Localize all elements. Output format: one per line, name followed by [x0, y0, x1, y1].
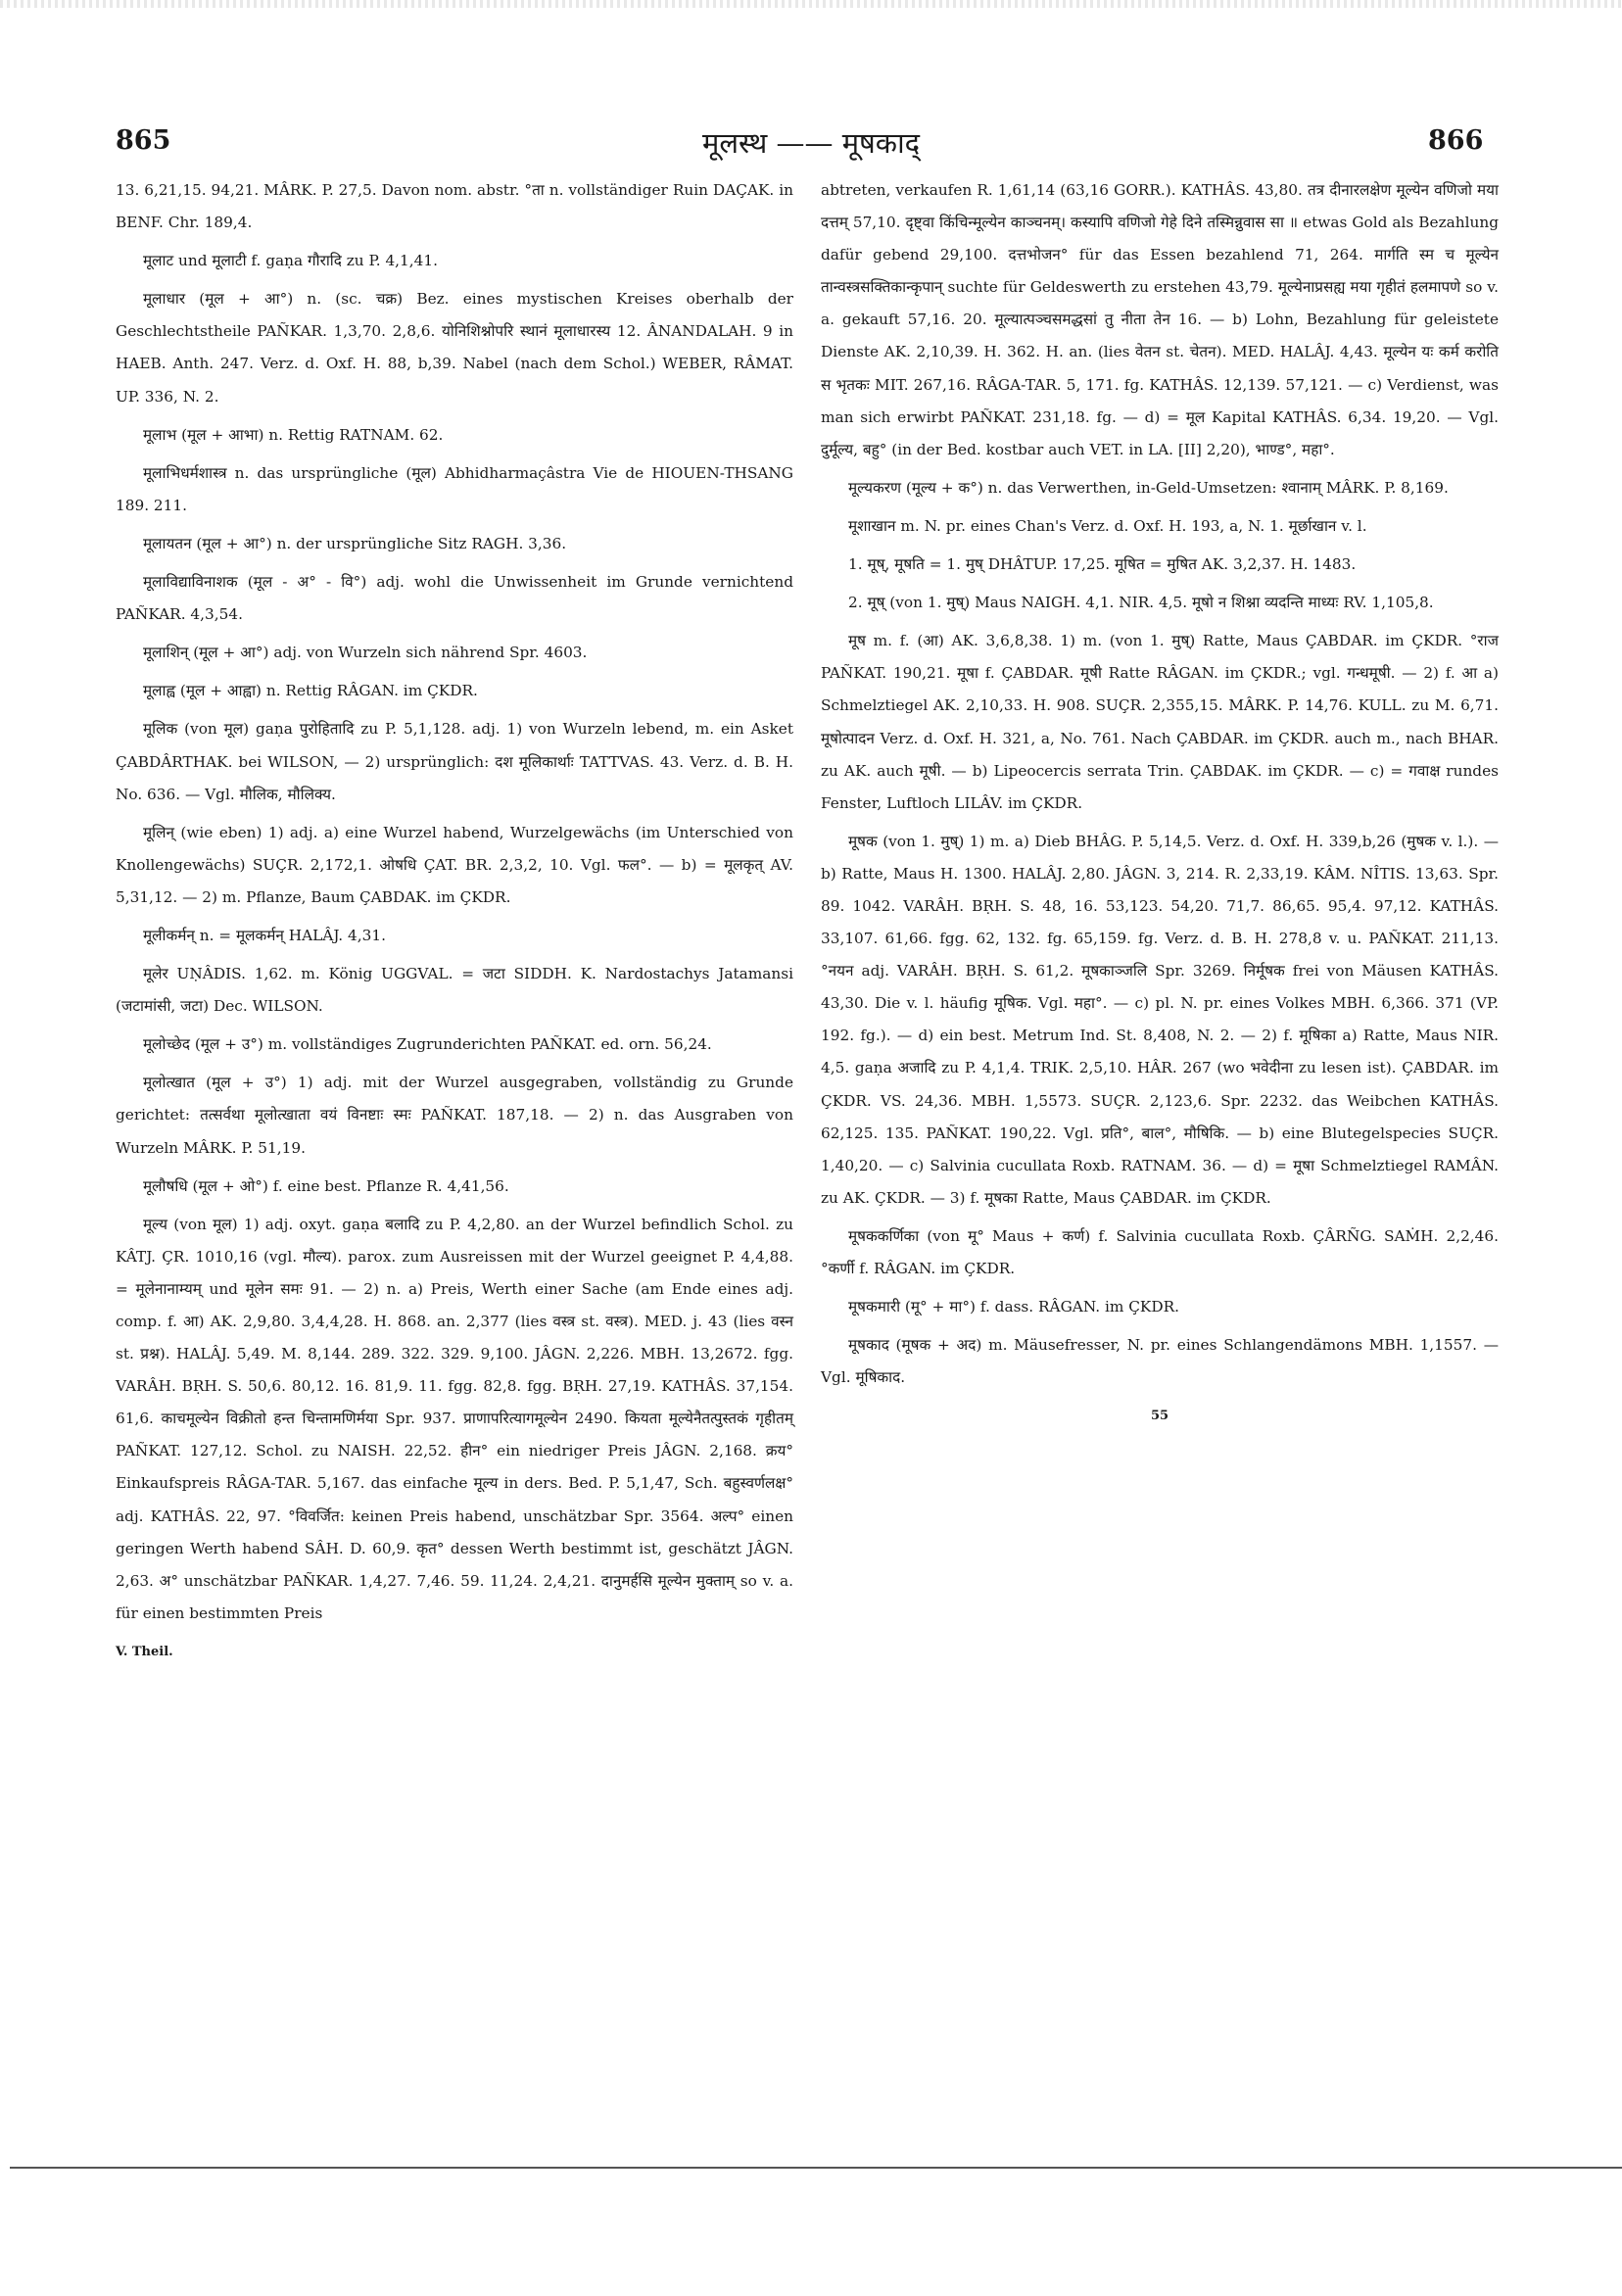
dictionary-entry: मूशाखान m. N. pr. eines Chan's Verz. d. Oxf. H. 193, a, N. 1. मूर्छाखान v. l.: [848, 516, 1367, 535]
dictionary-entry: मूलौषधि (मूल + ओ°) f. eine best. Pflanze R. 4,41,56.: [143, 1176, 509, 1195]
right-page-number: 866: [1428, 125, 1484, 156]
dictionary-entry: मूलिन् (wie eben) 1) adj. a) eine Wurzel habend, Wurzelgewächs (im Unterschied von Knollengewächs) SUÇR. 2,172,1. ओषधि ÇAT. BR. 2,3,2, 10. Vgl. फल°. — b) = मूलकृत् AV. 5,31,12. — 2) m. Pflanze, Baum ÇABDAK. im ÇKDR.: [116, 823, 793, 906]
dictionary-entry: abtreten, verkaufen R. 1,61,14 (63,16 GORR.). KATHÂS. 43,80. तत्र दीनारलक्षेण मूल्येन वणिजो मया दत्तम् 57,10. दृष्ट्वा किंचिन्मूल्येन काञ्चनम्। कस्यापि वणिजो गेहे दिने तस्मिन्नुवास सा ॥ etwas Gold als Bezahlung dafür gebend 29,100. दत्तभोजन° für das Essen bezahlend 71, 264. मार्गति स्म च मूल्येन तान्वस्त्रसक्तिकान्कृपान् suchte für Geldeswerth zu erstehen 43,79. मूल्येनाप्रसह्य मया गृहीतं हलमापणे so v. a. gekauft 57,16. 20. मूल्यात्पञ्चसमद्धसां तु नीता तेन 16. — b) Lohn, Bezahlung für geleistete Dienste AK. 2,10,39. H. 362. H. an. (lies वेतन st. चेतन). MED. HALÂJ. 4,43. मूल्येन यः कर्म करोति स भृतकः MIT. 267,16. RÂGA-TAR. 5, 171. fg. KATHÂS. 12,139. 57,121. — c) Verdienst, was man sich erwirbt PAÑKAT. 231,18. fg. — d) = मूल Kapital KATHÂS. 6,34. 19,20. — Vgl. दुर्मूल्य, बहु° (in der Bed. kostbar auch VET. in LA. [II] 2,20), भाण्ड°, महा°.: [821, 181, 1499, 458]
dictionary-entry: मूलोच्छेद (मूल + उ°) m. vollständiges Zugrunderichten PAÑKAT. ed. orn. 56,24.: [143, 1035, 712, 1054]
left-entries: [116, 174, 793, 1630]
dictionary-entry: मूलाट und मूलाटी f. gaṇa गौरादि zu P. 4,1,41.: [143, 252, 438, 270]
left-column: [116, 174, 793, 1668]
dictionary-entry: मूल्य (von मूल) 1) adj. oxyt. gaṇa बलादि zu P. 4,2,80. an der Wurzel befindlich Schol. zu KÂTJ. ÇR. 1010,16 (vgl. मौल्य). parox. zum Ausreissen mit der Wurzel geeignet P. 4,4,88. = मूलेनानाम्यम् und मूलेन समः 91. — 2) n. a) Preis, Werth einer Sache (am Ende eines adj. comp. f. आ) AK. 2,9,80. 3,4,4,28. H. 868. an. 2,377 (lies वस्त्र st. वस्त्र). MED. j. 43 (lies वस्न st. प्रश्न). HALÂJ. 5,49. M. 8,144. 289. 322. 329. 9,100. JÂGN. 2,226. MBH. 13,2672. fgg. VARÂH. BṚH. S. 50,6. 80,12. 16. 81,9. 11. fgg. 82,8. fgg. BṚH. 27,19. KATHÂS. 37,154. 61,6. काचमूल्येन विक्रीतो हन्त चिन्तामणिर्मया Spr. 937. प्राणापरित्यागमूल्येन 2490. कियता मूल्येनैतत्पुस्तकं गृहीतम् PAÑKAT. 127,12. Schol. zu NAISH. 22,52. हीन° ein niedriger Preis JÂGN. 2,168. क्रय° Einkaufspreis RÂGA-TAR. 5,167. das einfache मूल्य in ders. Bed. P. 5,1,47, Sch. बहुस्वर्णलक्ष° adj. KATHÂS. 22, 97. °विवर्जित: keinen Preis habend, unschätzbar Spr. 3564. अल्प° einen geringen Werth habend SÂH. D. 60,9. कृत° dessen Werth bestimmt ist, geschätzt JÂGN. 2,63. अ° unschätzbar PAÑKAR. 1,4,27. 7,46. 59. 11,24. 2,4,21. दानुमर्हसि मूल्येन मुक्ताम् so v. a. für einen bestimmten Preis: [116, 1215, 793, 1622]
dictionary-entry: मूलेर UṆÂDIS. 1,62. m. König UGGVAL. = जटा SIDDH. K. Nardostachys Jatamansi (जटामांसी, जटा) Dec. WILSON.: [116, 965, 793, 1016]
dictionary-entry: मूलोत्खात (मूल + उ°) 1) adj. mit der Wurzel ausgegraben, vollständig zu Grunde gerichtet: तत्सर्वथा मूलोत्खाता वयं विनष्टाः स्मः PAÑKAT. 187,18. — 2) n. das Ausgraben von Wurzeln MÂRK. P. 51,19.: [116, 1074, 793, 1157]
dictionary-entry: मूलीकर्मन् n. = मूलकर्मन् HALÂJ. 4,31.: [143, 926, 386, 944]
dictionary-entry: मूषक (von 1. मुष्) 1) m. a) Dieb BHÂG. P. 5,14,5. Verz. d. Oxf. H. 339,b,26 (मुषक v. l.). — b) Ratte, Maus H. 1300. HALÂJ. 2,80. JÂGN. 3, 214. R. 2,33,19. KÂM. NÎTIS. 13,63. Spr. 89. 1042. VARÂH. BṚH. S. 48, 16. 53,123. 54,20. 71,7. 86,65. 95,4. 97,12. KATHÂS. 33,107. 61,66. fgg. 62, 132. fg. 65,159. fg. Verz. d. B. H. 278,8 v. u. PAÑKAT. 211,13. °नयन adj. VARÂH. BṚH. S. 61,2. मूषकाञ्जलि Spr. 3269. निर्मूषक frei von Mäusen KATHÂS. 43,30. Die v. l. häufig मूषिक. Vgl. महा°. — c) pl. N. pr. eines Volkes MBH. 6,366. 371 (VP. 192. fg.). — d) ein best. Metrum Ind. St. 8,408, N. 2. — 2) f. मूषिका a) Ratte, Maus NIR. 4,5. gaṇa अजादि zu P. 4,1,4. TRIK. 2,5,10. HÂR. 267 (wo भवेदीना zu lesen ist). ÇABDAR. im ÇKDR. VS. 24,36. MBH. 1,5573. SUÇR. 2,123,6. Spr. 2232. das Weibchen KATHÂS. 62,125. 135. PAÑKAT. 190,22. Vgl. प्रति°, बाल°, मौषिकि. — b) eine Blutegelspecies SUÇR. 1,40,20. — c) Salvinia cucullata Roxb. RATNAM. 36. — d) = मूषा Schmelztiegel RAMÂN. zu AK. ÇKDR. — 3) f. मूषका Ratte, Maus ÇABDAR. im ÇKDR.: [821, 832, 1499, 1207]
dictionary-entry: मूषकाद (मूषक + अद) m. Mäusefresser, N. pr. eines Schlangendämons MBH. 1,1557. — Vgl. मूषिकाद.: [821, 1336, 1499, 1387]
scan-edge-noise: [0, 0, 1622, 8]
right-entries: [821, 174, 1499, 1394]
running-title: मूलस्थ —— मूषकाद्: [702, 126, 920, 160]
bottom-rule: [10, 2167, 1622, 2169]
dictionary-entry: मूषककर्णिका (von मू° Maus + कर्ण) f. Salvinia cucullata Roxb. ÇÂRÑG. SAṀH. 2,2,46. °कर्णी f. RÂGAN. im ÇKDR.: [821, 1226, 1499, 1277]
dictionary-entry: मूलाह्व (मूल + आह्वा) n. Rettig RÂGAN. im ÇKDR.: [143, 682, 478, 700]
dictionary-entry: मूषकमारी (मू° + मा°) f. dass. RÂGAN. im ÇKDR.: [848, 1298, 1179, 1316]
dictionary-entry: मूष m. f. (आ) AK. 3,6,8,38. 1) m. (von 1. मुष्) Ratte, Maus ÇABDAR. im ÇKDR. °राज PAÑKAT. 190,21. मूषा f. ÇABDAR. मूषी Ratte RÂGAN. im ÇKDR.; vgl. गन्धमूषी. — 2) f. आ a) Schmelztiegel AK. 2,10,33. H. 908. SUÇR. 2,355,15. MÂRK. P. 14,76. KULL. zu M. 6,71. मूषोत्पादन Verz. d. Oxf. H. 321, a, No. 761. Nach ÇABDAR. im ÇKDR. auch m., nach BHAR. zu AK. auch मूषी. — b) Lipeocercis serrata Trin. ÇABDAK. im ÇKDR. — c) = गवाक्ष rundes Fenster, Luftloch LILÂV. im ÇKDR.: [821, 632, 1499, 812]
dictionary-entry: मूलाधार (मूल + आ°) n. (sc. चक्र) Bez. eines mystischen Kreises oberhalb der Geschlechtstheile PAÑKAR. 1,3,70. 2,8,6. योनिशिश्नोपरि स्थानं मूलाधारस्य 12. ÂNANDALAH. 9 in HAEB. Anth. 247. Verz. d. Oxf. H. 88, b,39. Nabel (nach dem Schol.) WEBER, RÂMAT. UP. 336, N. 2.: [116, 290, 793, 406]
dictionary-entry: मूलाभिधर्मशास्त्र n. das ursprüngliche (मूल) Abhidharmaçâstra Vie de HIOUEN-THSANG 189. 211.: [116, 463, 793, 514]
dictionary-entry: 1. मूष्, मूषति = 1. मुष् DHÂTUP. 17,25. मूषित = मुषित AK. 3,2,37. H. 1483.: [848, 555, 1357, 574]
dictionary-entry: मूलाभ (मूल + आभा) n. Rettig RATNAM. 62.: [143, 425, 444, 444]
dictionary-entry: मूलिक (von मूल) gaṇa पुरोहितादि zu P. 5,1,128. adj. 1) von Wurzeln lebend, m. ein Asket ÇABDÂRTHAK. bei WILSON, — 2) ursprünglich: दश मूलिकार्थाः TATTVAS. 43. Verz. d. B. H. No. 636. — Vgl. मौलिक, मौलिक्य.: [116, 720, 793, 803]
signature-mark: 55: [1150, 1409, 1169, 1424]
right-column: [821, 174, 1499, 1432]
volume-footnote: V. Theil.: [116, 1644, 173, 1659]
left-page-number: 865: [116, 125, 171, 156]
dictionary-entry: 2. मूष् (von 1. मुष्) Maus NAIGH. 4,1. NIR. 4,5. मूषो न शिश्ना व्यदन्ति माध्यः RV. 1,105,8.: [848, 594, 1434, 612]
dictionary-entry: मूलाशिन् (मूल + आ°) adj. von Wurzeln sich nährend Spr. 4603.: [143, 644, 588, 662]
dictionary-entry: 13. 6,21,15. 94,21. MÂRK. P. 27,5. Davon nom. abstr. °ता n. vollständiger Ruin DAÇAK. in BENF. Chr. 189,4.: [116, 181, 793, 232]
dictionary-entry: मूल्यकरण (मूल्य + क°) n. das Verwerthen, in-Geld-Umsetzen: श्वानाम् MÂRK. P. 8,169.: [848, 478, 1449, 497]
dictionary-entry: मूलायतन (मूल + आ°) n. der ursprüngliche Sitz RAGH. 3,36.: [143, 534, 567, 552]
dictionary-entry: मूलाविद्याविनाशक (मूल - अ° - वि°) adj. wohl die Unwissenheit im Grunde vernichtend PAÑKAR. 4,3,54.: [116, 573, 793, 624]
